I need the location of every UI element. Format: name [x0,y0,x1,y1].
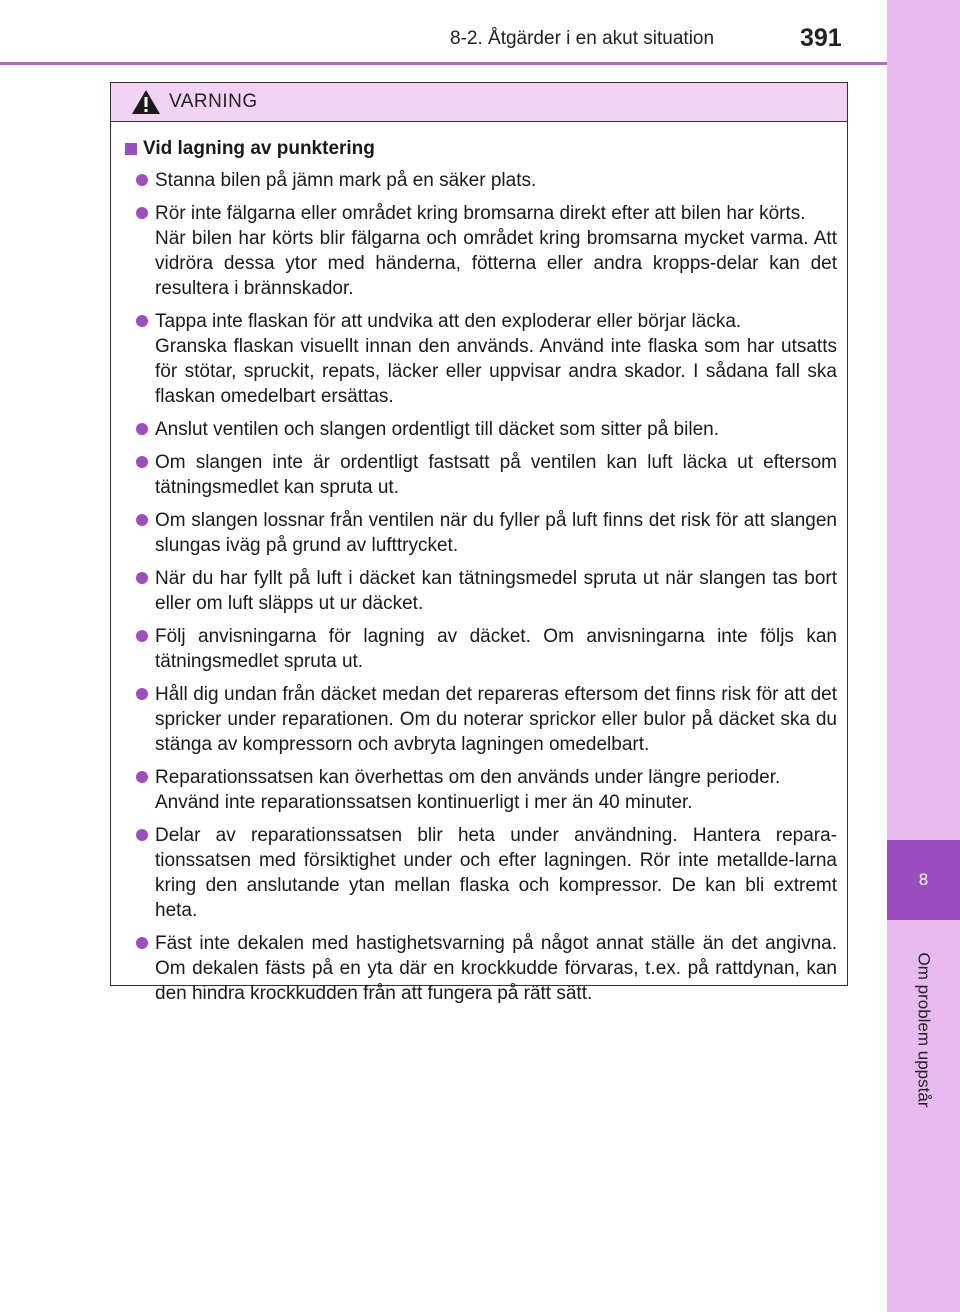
warning-item-text: Stanna bilen på jämn mark på en säker plats. [155,170,537,191]
warning-list-item [125,168,837,193]
section-heading: 8-2. Åtgärder i en akut situation [450,28,715,49]
warning-list-item [125,682,837,757]
bullet-dot-icon [136,423,148,435]
bullet-dot-icon [136,771,148,783]
warning-item-text: Om slangen lossnar från ventilen när du fyller på luft finns det risk för att slangen slungas iväg på grund av lufttrycket. [155,510,837,556]
warning-section-title-text: Vid lagning av punktering [143,138,375,159]
warning-item-text: När bilen har körts blir fälgarna och området kring bromsarna mycket varma. Att vidröra dessa ytor med händerna, fötterna eller andra kropps-delar kan det resultera i brännskador. [155,228,837,299]
warning-list-item [125,566,837,616]
chapter-title-tab [887,930,960,1130]
header-divider [0,62,887,65]
warning-item-text: Fäst inte dekalen med hastighetsvarning på något annat ställe än det angivna. Om dekalen fästs på en yta där en krockkudde förvaras, t.ex. på rattdynan, kan den hindra krockkudden från att fungera på rätt sätt. [155,933,837,1004]
warning-list-item [125,417,837,442]
warning-item-text: Tappa inte flaskan för att undvika att den exploderar eller börjar läcka. [155,311,742,332]
bullet-dot-icon [136,174,148,186]
warning-box [110,82,848,1004]
warning-list-item [125,450,837,500]
warning-triangle-icon [131,89,161,115]
bullet-dot-icon [136,207,148,219]
warning-header [111,83,847,122]
warning-item-text: Delar av reparationssatsen blir heta under användning. Hantera repara-tionssatsen med försiktighet under och efter lagningen. Rör inte metallde-larna kring den anslutande ytan mellan flaska och kompressor. De kan bli extremt heta. [155,825,837,921]
warning-section-title [125,138,837,160]
chapter-number: 8 [918,870,929,889]
warning-item-text: Anslut ventilen och slangen ordentligt till däcket som sitter på bilen. [155,419,719,440]
bullet-dot-icon [136,630,148,642]
warning-list-item [125,624,837,674]
warning-title: VARNING [169,91,258,112]
bullet-dot-icon [136,688,148,700]
warning-item-text: Använd inte reparationssatsen kontinuerligt i mer än 40 minuter. [155,792,693,813]
warning-list-item [125,508,837,558]
warning-item-text: När du har fyllt på luft i däcket kan tätningsmedel spruta ut när slangen tas bort eller om luft släpps ut ur däcket. [155,568,837,614]
bullet-dot-icon [136,572,148,584]
square-bullet-icon [125,143,137,155]
warning-list [125,168,837,1006]
bullet-dot-icon [136,315,148,327]
warning-list-item [125,823,837,923]
bullet-dot-icon [136,937,148,949]
warning-item-text: Om slangen inte är ordentligt fastsatt på ventilen kan luft läcka ut eftersom tätningsmedlet kan spruta ut. [155,452,837,498]
page-number: 391 [800,24,842,52]
chapter-number-tab[interactable] [887,840,960,920]
warning-item-text: Reparationssatsen kan överhettas om den används under längre perioder. [155,767,781,788]
bullet-dot-icon [136,829,148,841]
warning-body [111,122,847,1006]
warning-list-item [125,201,837,301]
warning-item-text: Rör inte fälgarna eller området kring bromsarna direkt efter att bilen har körts. [155,203,806,224]
warning-item-text: Granska flaskan visuellt innan den används. Använd inte flaska som har utsatts för stötar, spruckit, repats, läcker eller uppvisar andra skador. I sådana fall ska flaskan omedelbart ersättas. [155,336,837,407]
chapter-title: Om problem uppstår [914,952,934,1108]
warning-list-item [125,765,837,815]
bullet-dot-icon [136,514,148,526]
bullet-dot-icon [136,456,148,468]
warning-list-item [125,931,837,1006]
warning-item-text: Håll dig undan från däcket medan det repareras eftersom det finns risk för att det spricker under reparationen. Om du noterar sprickor eller bulor på däcket ska du stänga av kompressorn och avbryta lagningen omedelbart. [155,684,837,755]
warning-item-text: Följ anvisningarna för lagning av däcket. Om anvisningarna inte följs kan tätningsmedlet spruta ut. [155,626,837,672]
warning-list-item [125,309,837,409]
